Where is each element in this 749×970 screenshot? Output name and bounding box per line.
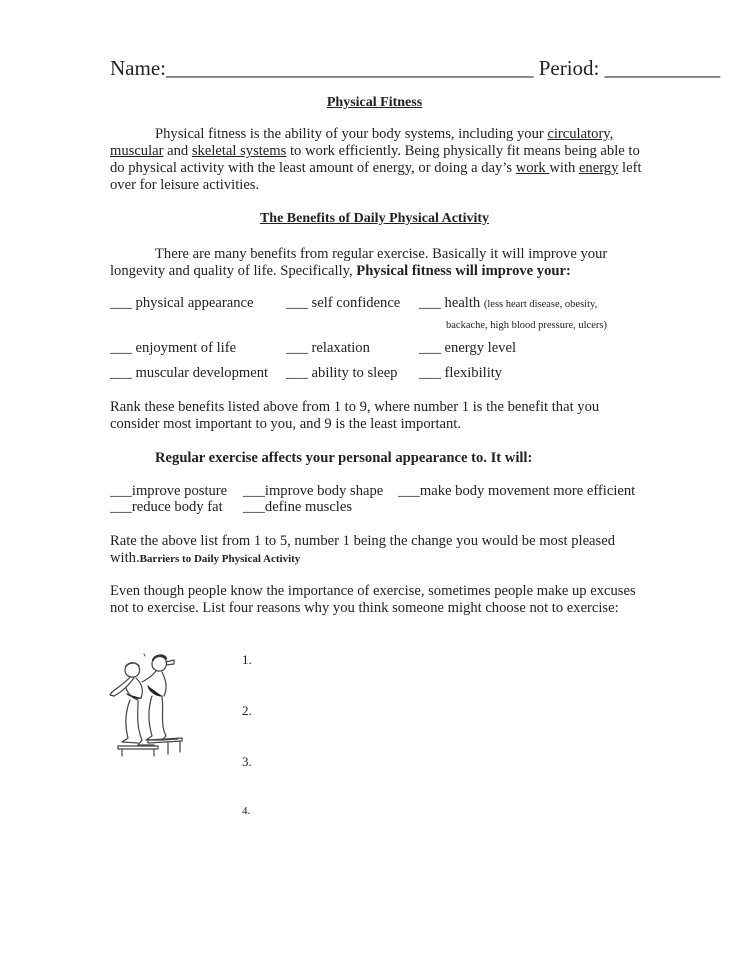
benefit-item[interactable]: ___ energy level (419, 340, 516, 356)
rank-instruction: Rank these benefits listed above from 1 to 9, where number 1 is the benefit that you consider most important to you, and 9 is the least important. (110, 399, 600, 432)
term-circulatory: circulatory, (547, 126, 614, 142)
barriers-paragraph: Even though people know the importance of exercise, sometimes people make up excuses not to exercise. List four reasons why you think someone might choose not to exercise: (110, 583, 636, 616)
fitness-definition-paragraph: Physical fitness is the ability of your body systems, including your circulatory, muscular and skeletal systems to work efficiently. Being physically fit means being able to do physical activity with the least amount of energy, or doing a day’s work with energy left over for leisure activities. (110, 126, 642, 193)
health-note-continued: backache, high blood pressure, ulcers) (446, 320, 607, 331)
appearance-item[interactable]: ___make body movement more efficient (398, 483, 636, 499)
name-blank[interactable]: ___________________________________ (165, 56, 534, 80)
name-field[interactable] (110, 56, 720, 81)
benefit-item[interactable]: ___ flexibility (419, 365, 503, 381)
term-energy: energy (578, 160, 619, 176)
period-blank[interactable]: ___________ (604, 56, 721, 80)
reason-2-number: 2. (242, 703, 252, 718)
term-skeletal-systems: skeletal systems (191, 143, 287, 159)
benefit-item[interactable]: ___ health (less heart disease, obesity, (419, 295, 598, 311)
barriers-title: Barriers to Daily Physical Activity (139, 553, 301, 565)
reason-1-number: 1. (242, 652, 252, 667)
appearance-item[interactable]: ___define muscles (243, 499, 353, 515)
rate-instruction-end: with.Barriers to Daily Physical Activity (110, 550, 301, 566)
section-title-benefits: The Benefits of Daily Physical Activity (259, 211, 490, 226)
period-label: Period: (538, 56, 600, 80)
reason-4-number: 4. (242, 805, 251, 817)
benefit-item[interactable]: ___ physical appearance (110, 295, 254, 311)
benefit-item[interactable]: ___ relaxation (286, 340, 370, 356)
swimmers-diving-illustration (108, 650, 208, 758)
name-label: Name: (110, 56, 166, 80)
appearance-item[interactable]: ___improve body shape (243, 483, 384, 499)
benefits-intro-paragraph: There are many benefits from regular exercise. Basically it will improve your longevity and quality of life. Specifically, Physical fitness will improve your: (110, 246, 608, 279)
benefit-item[interactable]: ___ self confidence (286, 295, 401, 311)
appearance-heading: Regular exercise affects your personal appearance to. It will: (155, 450, 533, 466)
appearance-item[interactable]: ___reduce body fat (110, 499, 223, 515)
appearance-item[interactable]: ___improve posture (110, 483, 228, 499)
benefit-item[interactable]: ___ ability to sleep (286, 365, 398, 381)
rate-instruction: Rate the above list from 1 to 5, number 1 being the change you would be most pleased (110, 533, 615, 549)
term-work: work (515, 160, 550, 176)
health-note: (less heart disease, obesity, (483, 299, 598, 310)
benefits-intro-bold: Physical fitness will improve your: (356, 263, 571, 279)
term-muscular: muscular (110, 143, 164, 159)
section-title-physical-fitness: Physical Fitness (326, 95, 423, 110)
benefit-item[interactable]: ___ enjoyment of life (110, 340, 237, 356)
reason-3-number: 3. (242, 754, 252, 769)
benefit-item[interactable]: ___ muscular development (110, 365, 269, 381)
